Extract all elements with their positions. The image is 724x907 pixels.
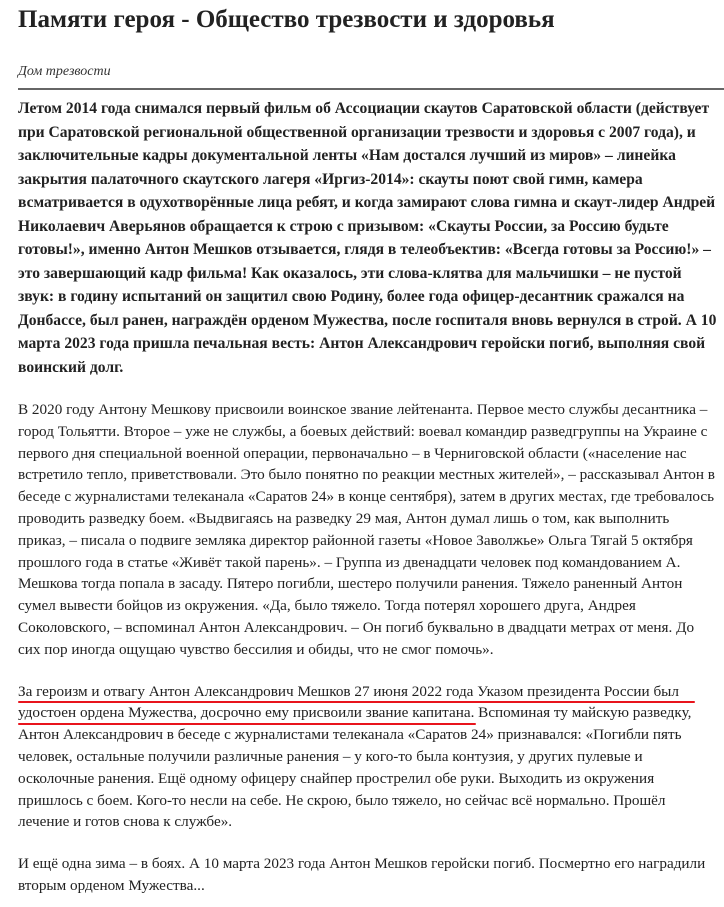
source-link[interactable]: Дом трезвости xyxy=(18,64,111,79)
highlighted-paragraph-block xyxy=(18,681,720,834)
paragraph: В 2020 году Антону Мешкову присвоили воинское звание лейтенанта. Первое место службы десантника – город Тольятти. Второе – уже не службы, а боевых действий: воевал командир разведгруппы на Украине с первого дня специальной военной операции, первоначально – в Черниговской области («население нас встретило тепло, приветствовали. Это было понятно по реакции местных жителей», – рассказывал Антон в беседе с журналистами телеканала «Саратов 24» в конце сентября), затем в других местах, где требовалось проводить разведку боем. «Выдвигаясь на разведку 29 мая, Антон думал лишь о том, как выполнить приказ, – писала о подвиге земляка директор районной газеты «Новое Заволжье» Ольга Тягай 5 октября прошлого года в статье «Живёт такой парень». – Группа из двенадцати человек под командованием А. Мешкова тогда попала в засаду. Пятеро погибли, шестеро получили ранения. Тяжело раненный Антон сумел вывести бойцов из окружения. «Да, было тяжело. Тогда потерял хорошего друга, Андрея Соколовского, – вспоминал Антон Александрович. – Он погиб буквально в двадцати метрах от меня. До сих пор иногда ощущаю чувство бессилия и обиды, что не смог помочь». xyxy=(18,401,715,658)
lead-paragraph: Летом 2014 года снимался первый фильм об Ассоциации скаутов Саратовской области (действует при Саратовской региональной общественной организации трезвости и здоровья с 2007 года), и заключительные кадры документальной ленты «Нам достался лучший из миров» – линейка закрытия палаточного скаутского лагеря «Иргиз-2014»: скауты поют свой гимн, камера всматривается в одухотворённые лица ребят, и когда замирают слова гимна и скаут-лидер Андрей Николаевич Аверьянов обращается к строю с призывом: «Скауты России, за Россию будьте готовы!», именно Антон Мешков отзывается, глядя в телеобъектив: «Всегда готовы за Россию!» – это завершающий кадр фильма! Как оказалось, эти слова-клятва для мальчишки – не пустой звук: в годину испытаний он защитил свою Родину, более года офицер-десантник сражался на Донбассе, был ранен, награждён орденом Мужества, после госпиталя вновь вернулся в строй. А 10 марта 2023 года пришла печальная весть: Антон Александрович геройски погиб, выполняя свой воинский долг. xyxy=(18,100,717,376)
divider xyxy=(18,88,724,90)
paragraph: И ещё одна зима – в боях. А 10 марта 2023 года Антон Мешков геройски погиб. Посмертно его наградили вторым орденом Мужества... xyxy=(18,855,706,894)
paragraph-highlighted: За героизм и отвагу Антон Александрович Мешков 27 июня 2022 года Указом президента России был удостоен ордена Мужества, досрочно ему присвоили звание капитана. Вспоминая ту майскую разведку, Антон Александрович в беседе с журналистами телеканала «Саратов 24» признавался: «Погибли пять человек, остальные получили различные ранения – у кого-то была контузия, у других пулевые и осколочные ранения. Ещё одному офицеру снайпер прострелил обе руки. Выходить из окружения пришлось с боем. Кого-то несли на себе. Не скрою, было тяжело, но сейчас всё нормально. Прошёл лечение и готов снова к службе». xyxy=(18,682,692,831)
page-title: Памяти героя - Общество трезвости и здоровья xyxy=(18,6,555,33)
